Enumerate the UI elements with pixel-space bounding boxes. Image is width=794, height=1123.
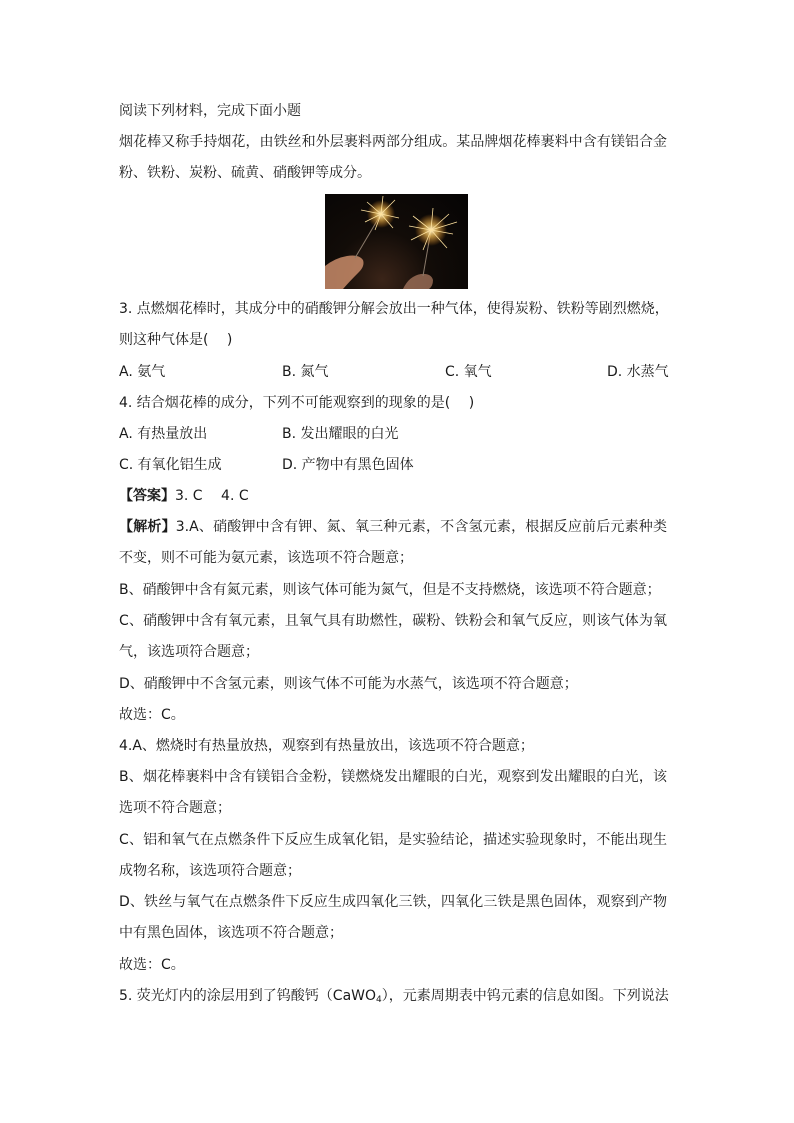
analysis-q3-choose: 故选：C。: [119, 707, 185, 723]
analysis-q4-choose: 故选：C。: [119, 957, 185, 973]
answer-line: [119, 486, 249, 506]
q3-option-a: A. 氨气: [119, 364, 166, 380]
material-paragraph: 烟花棒又称手持烟花，由铁丝和外层裹料两部分组成。某品牌烟花棒裹料中含有镁铝合金粉、铁粉、炭粉、硫黄、硝酸钾等成分。: [119, 134, 667, 181]
analysis-q3-a: [119, 512, 667, 574]
answer-text: 3. C 4. C: [175, 488, 249, 504]
q4-option-a: A. 有热量放出: [119, 426, 208, 442]
q5-stem-suffix: ），元素周期表中钨元素的信息如图。下列说法: [381, 988, 669, 1004]
instruction-line: 阅读下列材料，完成下面小题: [119, 103, 301, 119]
q3-option-d: D. 水蒸气: [607, 364, 669, 380]
q3-option-c: C. 氧气: [445, 364, 492, 380]
q4-option-c: C. 有氧化铝生成: [119, 457, 222, 473]
analysis-q4-a: 4.A、燃烧时有热量放热，观察到有热量放出，该选项不符合题意；: [119, 738, 534, 754]
q5-formula-subscript: 4: [376, 995, 382, 1005]
q5-stem: [119, 986, 669, 1010]
analysis-q3-b: B、硝酸钾中含有氮元素，则该气体可能为氮气，但是不支持燃烧，该选项不符合题意；: [119, 582, 661, 598]
q3-stem-line2: 则这种气体是( ): [119, 332, 233, 348]
analysis-q3-a-text: 3.A、硝酸钾中含有钾、氮、氧三种元素，不含氢元素，根据反应前后元素种类不变，则不可能为氨元素，该选项不符合题意；: [119, 519, 667, 566]
sparkler-photo: [325, 194, 468, 289]
q4-option-d: D. 产物中有黑色固体: [282, 457, 414, 473]
q5-stem-prefix: 5. 荧光灯内的涂层用到了钨酸钙（CaWO: [119, 988, 377, 1004]
analysis-q3-d: D、硝酸钾中不含氢元素，则该气体不可能为水蒸气，该选项不符合题意；: [119, 676, 578, 692]
analysis-q3-c: C、硝酸钾中含有氧元素，且氧气具有助燃性，碳粉、铁粉会和氧气反应，则该气体为氧气，该选项符合题意；: [119, 613, 667, 660]
q3-stem-line1: 3. 点燃烟花棒时，其成分中的硝酸钾分解会放出一种气体，使得炭粉、铁粉等剧烈燃烧，: [119, 301, 669, 317]
sparkler-illustration: [325, 194, 468, 289]
q4-stem: 4. 结合烟花棒的成分，下列不可能观察到的现象的是( ): [119, 395, 475, 411]
analysis-q4-c: C、铝和氧气在点燃条件下反应生成氧化铝，是实验结论，描述实验现象时，不能出现生成物名称，该选项符合题意；: [119, 832, 667, 879]
analysis-q4-b: B、烟花棒裹料中含有镁铝合金粉，镁燃烧发出耀眼的白光，观察到发出耀眼的白光，该选项不符合题意；: [119, 769, 667, 816]
analysis-q4-d: D、铁丝与氧气在点燃条件下反应生成四氧化三铁，四氧化三铁是黑色固体，观察到产物中有黑色固体，该选项不符合题意；: [119, 894, 667, 941]
analysis-label: 【解析】: [119, 519, 176, 535]
q3-option-b: B. 氮气: [282, 364, 329, 380]
q4-option-b: B. 发出耀眼的白光: [282, 426, 399, 442]
answer-label: 【答案】: [119, 488, 175, 504]
